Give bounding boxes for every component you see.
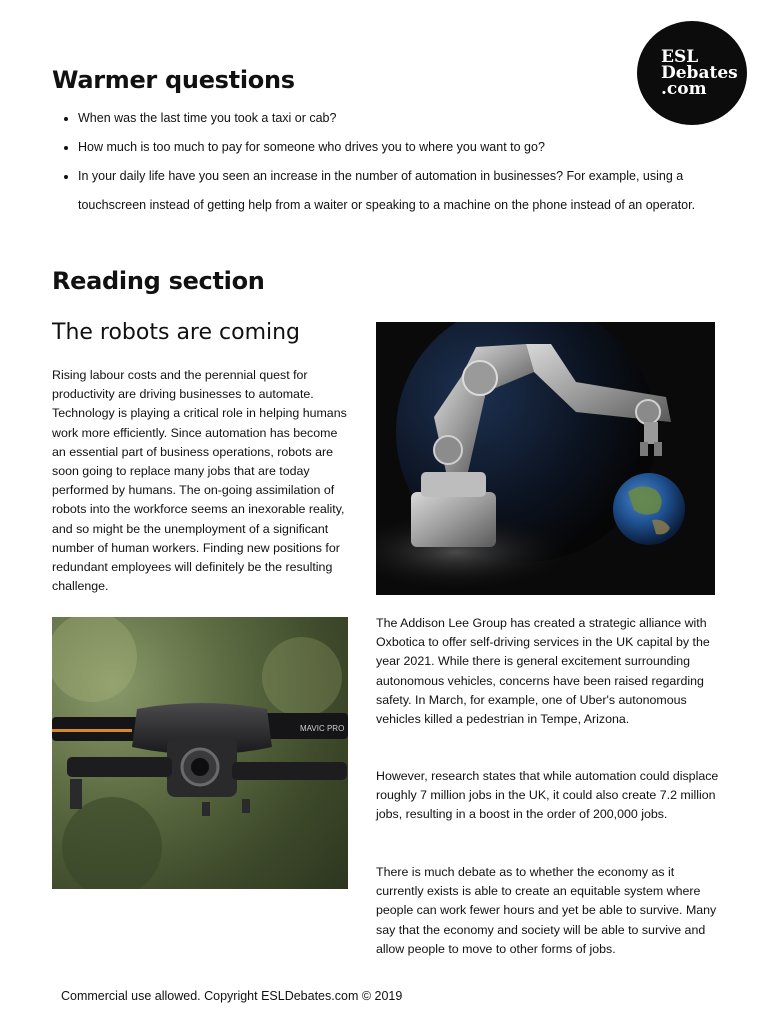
list-item: • When was the last time you took a taxi or cab? bbox=[78, 104, 718, 133]
warmer-questions-heading: Warmer questions bbox=[52, 66, 295, 94]
reading-section-heading: Reading section bbox=[52, 267, 265, 295]
article-paragraph: The Addison Lee Group has created a strategic alliance with Oxbotica to offer self-driving services in the UK capital by the year 2021. While there is general excitement surrounding autonomous vehicles, concerns have been raised regarding safety. In March, for example, one of Uber's autonomous vehicles killed a pedestrian in Tempe, Arizona. bbox=[376, 616, 710, 727]
logo-line-1: ESL bbox=[661, 47, 699, 67]
logo-line-3: .com bbox=[661, 79, 707, 99]
article-title: The robots are coming bbox=[52, 320, 301, 345]
logo-line-2: Debates bbox=[661, 63, 738, 83]
copyright-footer: Commercial use allowed. Copyright ESLDebates.com © 2019 bbox=[61, 989, 403, 1003]
drone-brand-label: MAVIC PRO bbox=[300, 724, 345, 733]
article-paragraph: However, research states that while automation could displace roughly 7 million jobs in the UK, it could also create 7.2 million jobs, resulting in a boost in the order of 200,000 jobs. bbox=[376, 769, 719, 822]
article-paragraph: There is much debate as to whether the economy as it currently exists is able to create an equitable system where people can work fewer hours and yet be able to survive. Many say that the economy and society will be able to survive and allow people to move to other forms of jobs. bbox=[376, 865, 717, 956]
article-paragraph: Rising labour costs and the perennial quest for productivity are driving businesses to automate. Technology is playing a critical role in helping humans work more efficiently. Since automation has become an essential part of business operations, robots are soon going to replace many jobs that are today performed by humans. The on-going assimilation of robots into the workforce seems an inexorable reality, and so might be the unemployment of a significant number of human workers. Finding new positions for redundant employees will definitely be the resulting challenge. bbox=[52, 368, 347, 594]
warmer-questions-list bbox=[52, 104, 718, 220]
list-item: • In your daily life have you seen an increase in the number of automation in businesses? For example, using a touchscreen instead of getting help from a waiter or speaking to a machine on the phone instead of an operator. bbox=[78, 162, 718, 220]
drone-photo bbox=[52, 617, 348, 889]
robot-arm-holding-earth-image bbox=[376, 322, 715, 595]
list-item: • How much is too much to pay for someone who drives you to where you want to go? bbox=[78, 133, 718, 162]
